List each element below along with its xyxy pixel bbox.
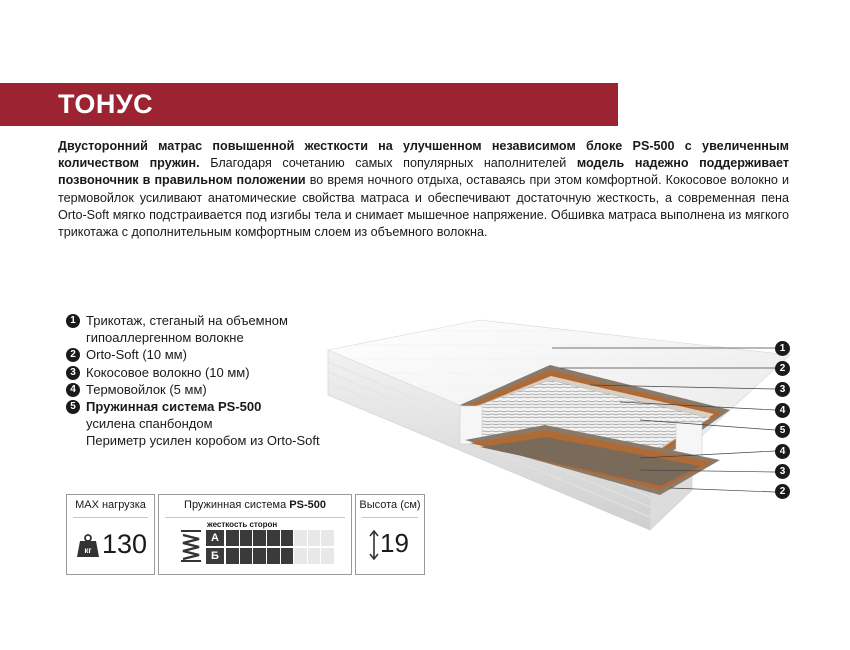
callout-badge-4: 4 — [775, 403, 790, 418]
layer-text: Периметр усилен коробом из Orto-Soft — [86, 433, 320, 449]
hardness-title: жесткость сторон — [207, 520, 278, 529]
spring-system-box — [158, 494, 352, 575]
hardness-cell — [294, 548, 307, 564]
layer-item-3 — [66, 364, 320, 381]
layer-text: Кокосовое волокно (10 мм) — [86, 364, 250, 380]
layer-item-1 — [66, 312, 320, 346]
callout-badge-5: 5 — [775, 423, 790, 438]
layer-number-badge: 2 — [66, 348, 80, 362]
description-part-3: во время ночного отдыха, оставаясь при этом комфортной. Кокосовое волокно и термовойлок усиливают анатомические свойства матраса и обеспечивают достаточную жесткость, а современная пена Orto-Soft мягко подстраивается под изгибы тела и снимает мышечное напряжение. Обшивка матраса выполнена из мягкого трикотажа с дополнительным комфортным слоем из объемного волокна. — [58, 173, 789, 240]
hardness-cell — [226, 530, 239, 546]
layer-number-badge: 4 — [66, 383, 80, 397]
hardness-cell — [308, 530, 321, 546]
callout-badge-2b: 2 — [775, 484, 790, 499]
spring-system-label — [159, 499, 351, 511]
callout-badge-3b: 3 — [775, 464, 790, 479]
hardness-cell — [240, 548, 253, 564]
hardness-cell — [321, 548, 334, 564]
hardness-cell — [308, 548, 321, 564]
spring-system-label-prefix: Пружинная система — [184, 499, 290, 511]
hardness-cell — [253, 548, 266, 564]
spring-icon — [179, 529, 203, 563]
hardness-cell — [281, 530, 294, 546]
hardness-cell — [253, 530, 266, 546]
layer-number-badge: 5 — [66, 400, 80, 414]
callout-badge-1: 1 — [775, 341, 790, 356]
title-bar — [0, 83, 618, 126]
description-part-0: Двусторонний матрас повышенной жесткости на улучшенном независимом блоке PS-500 с увеличенным количеством пружин. — [58, 139, 789, 171]
description — [58, 138, 789, 241]
hardness-cell — [294, 530, 307, 546]
layer-text: гипоаллергенном волокне — [86, 330, 244, 346]
height-arrow-icon — [369, 530, 379, 560]
page-title: ТОНУС — [58, 89, 154, 119]
callout-badge-2: 2 — [775, 361, 790, 376]
divider — [362, 517, 418, 518]
max-load-box — [66, 494, 155, 575]
layer-item-5 — [66, 398, 320, 450]
layer-list — [66, 312, 320, 450]
spring-system-model: PS-500 — [289, 499, 326, 511]
hardness-cell — [267, 530, 280, 546]
layer-item-2 — [66, 346, 320, 363]
max-load-value: 130 — [102, 529, 148, 559]
description-part-1: Благодаря сочетанию самых популярных наполнителей — [199, 156, 577, 171]
divider — [165, 517, 345, 518]
hardness-cell — [267, 548, 280, 564]
height-value: 19 — [380, 528, 409, 558]
hardness-cell — [240, 530, 253, 546]
layer-text: Orto-Soft (10 мм) — [86, 347, 187, 363]
callout-badge-4b: 4 — [775, 444, 790, 459]
hardness-scale-side-b — [226, 548, 334, 564]
description-part-2: модель надежно поддерживает позвоночник в правильном положении — [58, 156, 789, 188]
side-b-label: Б — [206, 548, 224, 564]
weight-icon — [76, 534, 100, 557]
hardness-cell — [321, 530, 334, 546]
layer-text: усилена спанбондом — [86, 416, 213, 432]
divider — [73, 517, 148, 518]
hardness-cell — [226, 548, 239, 564]
layer-number-badge: 1 — [66, 314, 80, 328]
layer-text: Трикотаж, стеганый на объемном — [86, 313, 288, 328]
hardness-scale-side-a — [226, 530, 334, 546]
layer-text: Термовойлок (5 мм) — [86, 381, 207, 397]
side-a-label: А — [206, 530, 224, 546]
hardness-cell — [281, 548, 294, 564]
height-box — [355, 494, 425, 575]
weight-icon-text: кг — [84, 546, 92, 555]
layer-text: Пружинная система PS-500 — [86, 399, 262, 415]
callout-badge-3: 3 — [775, 382, 790, 397]
height-label: Высота (см) — [359, 499, 421, 511]
max-load-label: MAX нагрузка — [75, 499, 146, 511]
layer-number-badge: 3 — [66, 366, 80, 380]
layer-item-4 — [66, 381, 320, 398]
